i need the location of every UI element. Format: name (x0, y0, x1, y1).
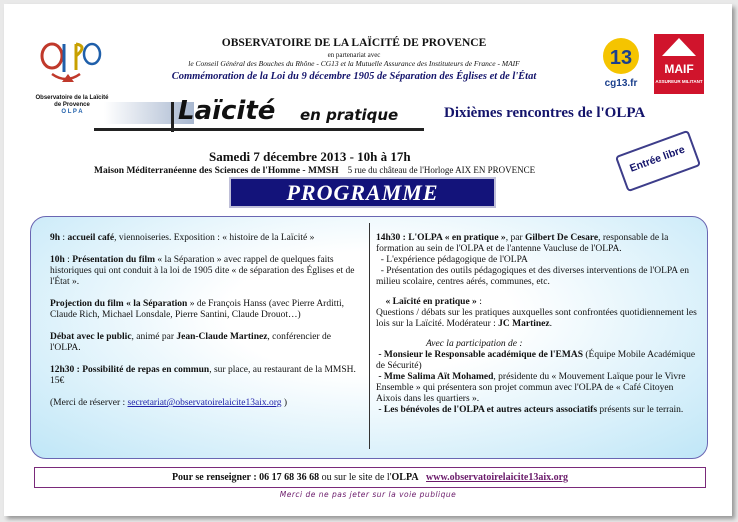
cg13-logo (596, 34, 646, 94)
q2-text: Questions / débats sur les pratiques auxquelles sont confrontées quotidiennement les lois sur la Laïcité. Modérateur : (376, 308, 697, 329)
item-afternoon-olpa (376, 233, 698, 288)
q3-intro: Avec la participation de : (426, 339, 523, 349)
item-laicite-practice (376, 297, 698, 330)
q3-b3-title: - Les bénévoles de l'OLPA et autres acteurs associatifs (378, 405, 598, 415)
program-right-column (376, 233, 698, 416)
item-film-projection (50, 299, 362, 321)
p2-text: « la Séparation » avec rappel de quelques faits historiques qui ont conduit à la loi de 1905 dite « de séparation des Églises et de l'État ». (50, 255, 355, 287)
cg13-text: cg13.fr (604, 78, 638, 89)
p6-before: (Merci de réserver : (50, 398, 128, 408)
item-reservation (50, 398, 362, 409)
column-divider (369, 223, 370, 449)
partners-line: le Conseil Général des Bouches du Rhône - CG13 et la Mutuelle Assurance des Instituteurs de France - MAIF (188, 59, 520, 68)
maif-logo (654, 34, 704, 94)
reservation-email-link[interactable]: secretariat@observatoirelaicite13aix.org (127, 398, 282, 408)
q1-bullet-2: - Présentation des outils pédagogiques et des diverses interventions de l'OLPA en milieu scolaire, centres aérés, communes, etc. (376, 266, 689, 287)
q2-title: « Laïcité en pratique » (385, 297, 477, 307)
footer-phone: 06 17 68 36 68 (259, 472, 320, 483)
info-footer (34, 467, 706, 488)
website-link[interactable]: www.observatoirelaicite13aix.org (426, 472, 569, 483)
q3-b2-title: - Mme Salima Aït Mohamed (378, 372, 494, 382)
banner-line (94, 128, 424, 131)
free-entry-stamp: Entrée libre (615, 130, 701, 192)
p2-time: 10h (50, 255, 65, 265)
event-date: Samedi 7 décembre 2013 - 10h à 17h (209, 149, 411, 164)
p5-title: 12h30 : Possibilité de repas en commun (50, 365, 210, 375)
q1-time: 14h30 (376, 233, 401, 243)
q1-title: : L'OLPA « en pratique » (400, 233, 506, 243)
footer-org: OLPA (391, 472, 419, 483)
banner (94, 96, 434, 138)
item-participants (376, 339, 698, 416)
footer-label: Pour se renseigner : (171, 472, 260, 483)
banner-subtitle: en pratique (300, 106, 399, 124)
tagline: Dixièmes rencontres de l'OLPA (444, 105, 646, 121)
p4-text: , conférencier de l'OLPA. (50, 332, 331, 353)
q3-b1-text: (Équipe Mobile Académique de Sécurité) (376, 350, 696, 371)
flyer-page (4, 4, 732, 516)
p2-title: Présentation du film (72, 255, 156, 265)
p6-after: ) (281, 398, 288, 408)
olpa-logo-icon (32, 34, 112, 90)
venue (94, 165, 584, 176)
item-film-presentation: 10h : Présentation du film « la Séparation » avec rappel de quelques faits historiques qui ont conduit à la loi de 1905 dite « de séparation des Églises et de l'État ». (50, 255, 355, 287)
p4-name: Jean-Claude Martinez (176, 332, 268, 342)
program-left-column (50, 233, 362, 420)
q1-text: , responsable de la formation au sein de l'OLPA et de l'antenne Vaucluse de l'OLPA. (376, 233, 669, 254)
item-lunch (50, 365, 362, 387)
svg-text:13: 13 (609, 47, 633, 69)
maif-logo-icon (654, 34, 704, 64)
venue-name: Maison Méditerranéenne des Sciences de l'Homme - MMSH (94, 166, 339, 176)
p3-text: » de François Hanss (avec Pierre Arditti, Claude Rich, Michael Lonsdale, Pierre Santini, Claude Drouot…) (50, 299, 345, 320)
q3-b2-text: , présidente du « Mouvement Laïque pour le Vivre Ensemble » qui présentera son projet commun avec l'OLPA de « Café Citoyen Aixois dans les quartiers ». (376, 372, 686, 404)
partnership-label: en partenariat avec (327, 51, 381, 59)
venue-address: 5 rue du château de l'Horloge AIX EN PROVENCE (347, 165, 536, 175)
p1-title: accueil café (67, 233, 115, 243)
q1-name: Gilbert De Cesare (524, 233, 599, 243)
maif-text: MAIF (664, 62, 694, 76)
q1-bullet-1: - L'expérience pédagogique de l'OLPA (380, 255, 528, 265)
p4-mid: , animé par (131, 332, 177, 342)
q3-b1-title: - Monsieur le Responsable académique de l'EMAS (378, 350, 583, 360)
footer-mid: ou sur le site de l' (319, 472, 392, 483)
banner-title: Laïcité (178, 96, 276, 126)
q2-name: JC Martinez (498, 319, 550, 329)
commemoration-line: Commémoration de la Loi du 9 décembre 1905 de Séparation des Églises et de l'État (171, 71, 537, 82)
p5-text: , sur place, au restaurant de la MMSH. 15€ (50, 365, 356, 386)
org-title: OBSERVATOIRE DE LA LAÏCITÉ DE PROVENCE (221, 37, 487, 49)
q2-colon: : (476, 297, 482, 307)
programme-title: PROGRAMME (229, 177, 496, 208)
q1-mid: , par (505, 233, 525, 243)
disposal-note: Merci de ne pas jeter sur la voie publique (279, 490, 457, 499)
p1-text: , viennoiseries. Exposition : « histoire de la Laïcité » (114, 233, 315, 243)
p1-time: 9h (50, 233, 61, 243)
maif-sub: ASSUREUR MILITANT (655, 79, 703, 84)
q3-b3-text: présents sur le terrain. (597, 405, 684, 415)
p4-title: Débat avec le public (50, 332, 132, 342)
q2-end: . (549, 319, 552, 329)
olpa-name-2: de Provence (54, 102, 90, 109)
olpa-name-1: Observatoire de la Laïcité (35, 95, 109, 101)
olpa-acronym: O L P A (61, 109, 83, 116)
program-box (30, 216, 708, 459)
item-morning-welcome: 9h : accueil café, viennoiseries. Exposition : « histoire de la Laïcité » (50, 233, 315, 243)
p3-title: Projection du film « la Séparation (50, 299, 188, 309)
item-debate (50, 332, 362, 354)
